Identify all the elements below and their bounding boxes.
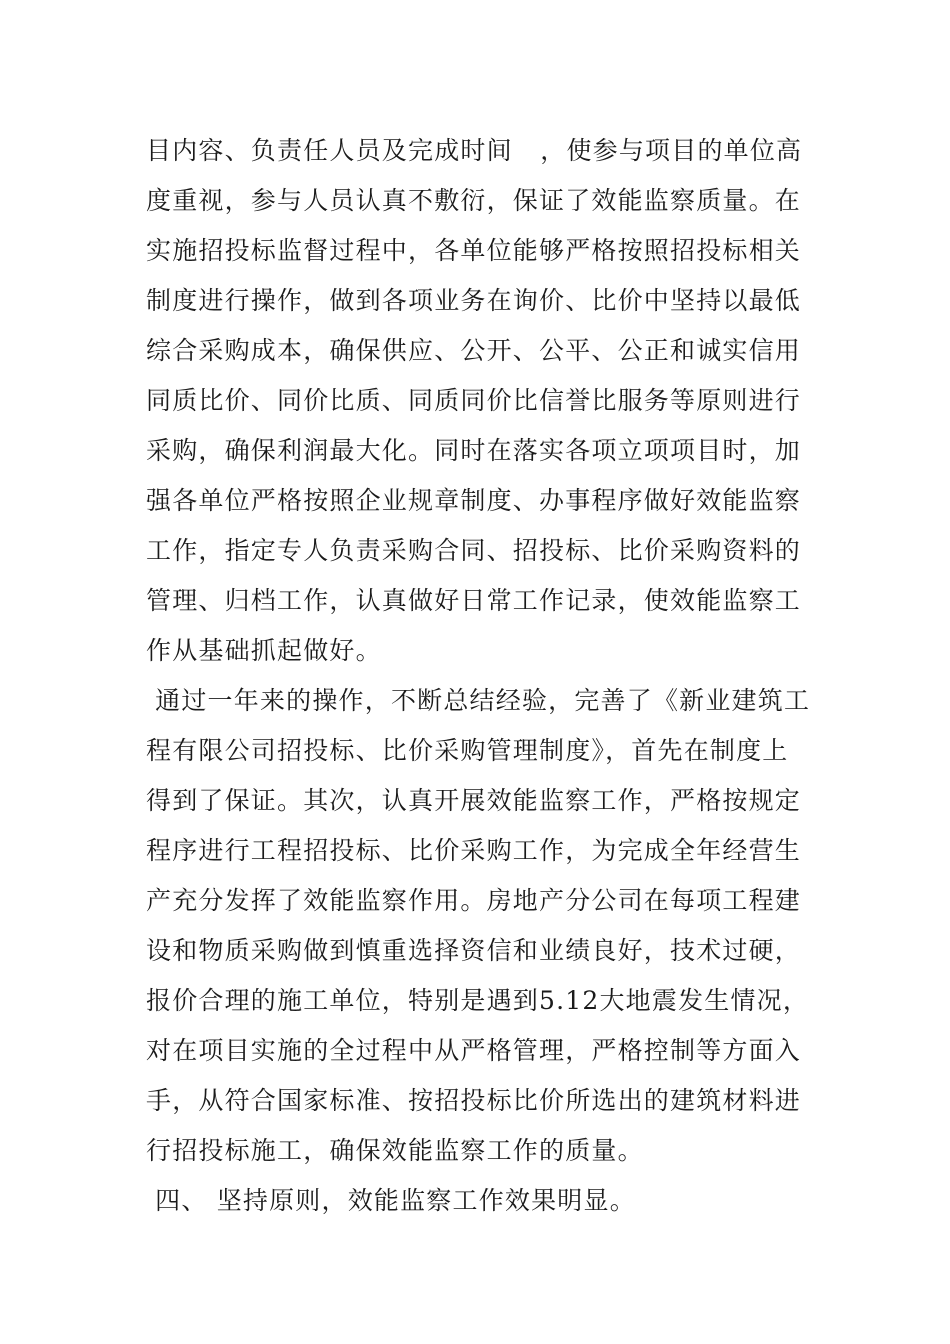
text-line: 同质比价、同价比质、同质同价比信誉比服务等原则进行 (146, 386, 802, 415)
text-line: 强各单位严格按照企业规章制度、办事程序做好效能监察 (146, 486, 802, 515)
text-line: 作从基础抓起做好。 (146, 636, 382, 665)
text-line: 管理、归档工作，认真做好日常工作记录，使效能监察工 (146, 586, 802, 615)
text-line: 设和物质采购做到慎重选择资信和业绩良好，技术过硬， (146, 936, 802, 965)
text-line: 工作，指定专人负责采购合同、招投标、比价采购资料的 (146, 536, 802, 565)
text-line: 目内容、负责任人员及完成时间 ，使参与项目的单位高 (146, 136, 803, 165)
text-line: 度重视，参与人员认真不敷衍，保证了效能监察质量。在 (146, 186, 802, 215)
text-line: 产充分发挥了效能监察作用。房地产分公司在每项工程建 (146, 886, 802, 915)
text-line: 程有限公司招投标、比价采购管理制度》，首先在制度上 (146, 736, 789, 765)
text-line: 对在项目实施的全过程中从严格管理，严格控制等方面入 (146, 1036, 802, 1065)
text-line: 采购，确保利润最大化。同时在落实各项立项项目时，加 (146, 436, 802, 465)
text-line: 程序进行工程招投标、比价采购工作，为完成全年经营生 (146, 836, 802, 865)
text-line: 报价合理的施工单位，特别是遇到5.12大地震发生情况， (146, 986, 810, 1015)
text-line: 实施招投标监督过程中，各单位能够严格按照招投标相关 (146, 236, 802, 265)
text-line: 行招投标施工，确保效能监察工作的质量。 (146, 1136, 644, 1165)
document-body (146, 126, 826, 1226)
text-line: 手，从符合国家标准、按招投标比价所选出的建筑材料进 (146, 1086, 802, 1115)
text-line: 得到了保证。其次，认真开展效能监察工作，严格按规定 (146, 786, 802, 815)
text-line: 通过一年来的操作，不断总结经验，完善了《新业建筑工 (146, 686, 811, 715)
text-line: 制度进行操作，做到各项业务在询价、比价中坚持以最低 (146, 286, 802, 315)
section-heading: 四、 坚持原则，效能监察工作效果明显。 (146, 1186, 636, 1215)
text-line: 综合采购成本，确保供应、公开、公平、公正和诚实信用 (146, 336, 802, 365)
